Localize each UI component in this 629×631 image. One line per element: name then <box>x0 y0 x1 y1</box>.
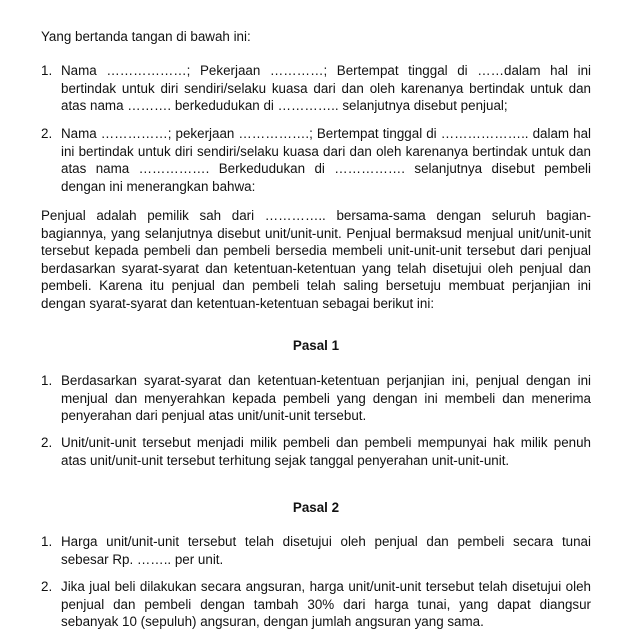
article-2-item-1 <box>41 533 591 568</box>
item-number: 2. <box>41 435 53 450</box>
article-1-title: Pasal 1 <box>292 338 340 353</box>
article-1-item-2 <box>41 434 591 469</box>
preamble-paragraph: Penjual adalah pemilik sah dari ………….. bersama-sama dengan seluruh bagian-bagiannya, yang selanjutnya disebut unit/unit-unit. Penjual bermaksud menjual unit/unit-unit tersebut kepada pembeli dan pembeli bersedia membeli unit-unit-unit tersebut dari penjual berdasarkan syarat-syarat dan ketentuan-ketentuan yang telah disetujui oleh penjual dan pembeli. Karena itu penjual dan pembeli telah saling bersetuju membuat perjanjian ini dengan syarat-syarat dan ketentuan-ketentuan sebagai berikut ini: <box>41 208 591 311</box>
party-number: 1. <box>41 63 53 78</box>
item-text: Unit/unit-unit tersebut menjadi milik pembeli dan pembeli mempunyai hak milik penuh atas unit/unit-unit tersebut terhitung sejak tanggal penyerahan unit-unit-unit. <box>61 435 591 468</box>
intro-line: Yang bertanda tangan di bawah ini: <box>41 29 251 44</box>
party-buyer <box>41 125 591 195</box>
item-number: 2. <box>41 579 53 594</box>
party-number: 2. <box>41 126 53 141</box>
item-text: Berdasarkan syarat-syarat dan ketentuan-ketentuan perjanjian ini, penjual dengan ini menjual dan menyerahkan kepada pembeli yang dengan ini membeli dan menerima penyerahan dari penjual atas unit/unit-unit tersebut. <box>61 373 591 424</box>
party-text: Nama ……………; pekerjaan …………….; Bertempat tinggal di ……………….. dalam hal ini bertindak untuk diri sendiri/selaku kuasa dari dan oleh karenanya bertindak untuk dan atas nama ……………. Berkedudukan di ……………. selanjutnya disebut pembeli dengan ini menerangkan bahwa: <box>61 126 591 194</box>
party-seller <box>41 62 591 115</box>
item-text: Harga unit/unit-unit tersebut telah disetujui oleh penjual dan pembeli secara tunai sebesar Rp. …….. per unit. <box>61 534 591 567</box>
article-2-title: Pasal 2 <box>292 500 340 515</box>
article-1-item-1 <box>41 372 591 425</box>
item-number: 1. <box>41 534 53 549</box>
item-text: Jika jual beli dilakukan secara angsuran, harga unit/unit-unit tersebut telah disetujui oleh penjual dan pembeli dengan tambah 30% dari harga tunai, yang dapat diangsur sebanyak 10 (sepuluh) angsuran, dengan jumlah angsuran yang sama. <box>61 579 591 630</box>
item-number: 1. <box>41 373 53 388</box>
party-text: Nama ………………; Pekerjaan …………; Bertempat tinggal di ……dalam hal ini bertindak untuk diri sendiri/selaku kuasa dari dan oleh karenanya bertindak untuk dan atas nama ………. berkedudukan di ………….. selanjutnya disebut penjual; <box>61 63 591 114</box>
article-2-item-2 <box>41 578 591 631</box>
